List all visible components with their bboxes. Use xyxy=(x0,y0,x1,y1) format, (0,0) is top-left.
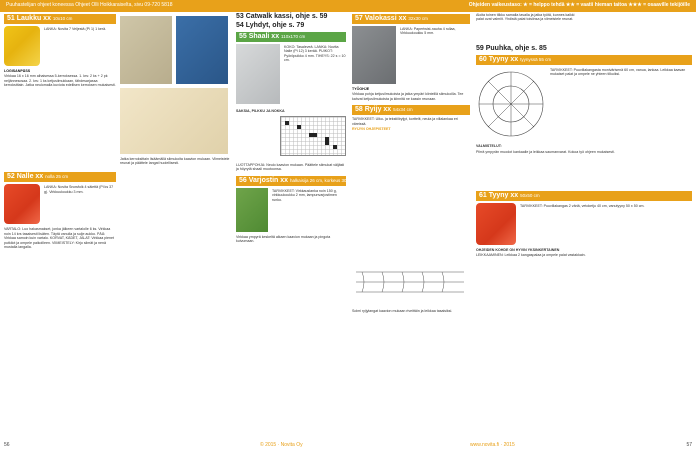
section-56-text-2: Virkkaa ympyrä keskeltä alkaen kaavion mukaan ja pingota kuivumaan. xyxy=(236,234,331,244)
section-58-header xyxy=(352,105,470,115)
page-number-left: 56 xyxy=(4,442,10,448)
photo-catwalk xyxy=(120,16,172,84)
section-55-photo xyxy=(236,44,280,104)
section-55-knitting-chart xyxy=(280,116,346,156)
chart-cell xyxy=(325,137,329,145)
header-right-text: Ohjeiden vaikeustaso: ★ = helppo tehdä ★★ = vaatii hieman taitoa ★★★ = osaaville tekijöille xyxy=(468,2,690,8)
section-51-photo-area xyxy=(4,26,116,68)
footer-center-right: www.novita.fi · 2015 xyxy=(470,442,515,448)
section-56-header xyxy=(236,176,354,186)
photo-lantern xyxy=(176,16,228,84)
section-55-sub: 110x170 cm xyxy=(281,34,306,39)
section-51-photo xyxy=(4,26,40,66)
section-58-sub: 54x34 cm xyxy=(393,107,413,113)
section-58-subhead: RYIJYN OHJEPISTEET xyxy=(352,127,391,132)
section-57-subhead: TYÖOHJE xyxy=(352,87,370,91)
section-57-photo xyxy=(352,26,396,84)
section-61-text: TARVIKKEET: Puuvillakangas 2 väriä, vetoketju 40 cm, vanutyyny 50 x 50 cm. xyxy=(520,204,645,208)
footer xyxy=(0,440,696,450)
section-58-diagram xyxy=(352,262,468,302)
section-52-header xyxy=(4,172,116,182)
section-51-header xyxy=(4,14,116,24)
section-60-sub: tyynyssä 55 cm xyxy=(520,57,552,62)
header-bar xyxy=(0,0,696,12)
section-51-title: 51 Laukku xx xyxy=(7,15,51,22)
chart-cell xyxy=(309,133,317,137)
gallery-left xyxy=(120,16,230,156)
section-55-title: 55 Shaali xx xyxy=(239,33,280,40)
section-61-subhead: OHJEIDEN KOHDE ON HYVIN YKSINKERTAINEN xyxy=(476,248,560,252)
section-52-photo-area xyxy=(4,184,116,226)
section-58-text-2: Solmi ryijylangat kaavion mukaan riveittäin ja leikkaa tasaisiksi. xyxy=(352,309,453,313)
section-51-sub: 10x10 cm xyxy=(52,16,73,21)
section-61-content xyxy=(476,203,692,247)
column-5 xyxy=(476,12,692,432)
section-56-sub: halkaisija 26 cm, korkeus 30 cm xyxy=(289,177,354,183)
section-57-title: 57 Valokassi xx xyxy=(355,15,407,22)
section-57-text: Virkkaa pohja ketjusilmukoista ja jatka ympäri kiinteillä silmukoilla. Tee kahvat ketjusilmukoista ja kiinnitä ne kassin reunaan. xyxy=(352,92,464,101)
section-59-title: 59 Puuhka, ohje s. 85 xyxy=(476,45,547,52)
column-2 xyxy=(120,12,230,432)
section-61-header xyxy=(476,191,692,201)
section-52-sub: nolla 25 cm xyxy=(45,174,69,180)
section-61-title: 61 Tyyny xx xyxy=(479,192,519,199)
rya-knot-diagram xyxy=(352,262,468,302)
section-60-subhead: VALMISTELUT: xyxy=(476,144,502,148)
section-52-photo xyxy=(4,184,40,224)
section-60-content xyxy=(476,67,692,187)
section-60-pattern-diagram xyxy=(476,69,546,139)
section-56-photo xyxy=(236,188,268,232)
section-51-materials: LANKA: Novita 7 Veljestä (Pi 1) 1 kerä. xyxy=(44,27,107,31)
section-60-header xyxy=(476,55,692,65)
section-61-text-2: LEIKKAAMINEN: Leikkaa 2 kangaspalaa ja ompele palat vastakkain. xyxy=(476,253,586,258)
section-51-text: Virkkaa 16 x 16 mm alhaisessa 5-kerroksessa. 1. krs: 2 ks + 2 pk neljännesosaa. 2. krs: 1 ks ketjusilmukkaan, tähdesarjassa kerroksittain. Jatka neulomalla kuviota edellisen kerroksen mukaisesti. xyxy=(4,74,116,88)
section-55-text-2: LUOTTAPPOHJA: Neulo kaavion mukaan. Päättele silmukat väljästi ja höyrytä shaali muotoonsa. xyxy=(236,163,345,172)
header-left-text: Puuhastelijan ohjeet koneessa Ohjeet Olli Hoikkaraiselta, sivu 09-720 5818 xyxy=(6,2,173,8)
section-56-title: 56 Varjostin xx xyxy=(239,176,289,184)
section-60-title: 60 Tyyny xx xyxy=(479,56,519,63)
section-52-title: 52 Nalle xx xyxy=(7,173,44,181)
chart-cell xyxy=(333,145,337,149)
column-5-top-text: Aloita toinen tilkku samalla tavalla ja jatka työtä, kunnes kaikki palat ovat valmiit. Yhdistä palat toisiinsa ja viimeistele reunat. xyxy=(476,13,575,22)
chart-cell xyxy=(297,125,301,129)
footer-center-left: © 2015 · Novita Oy xyxy=(260,442,303,448)
section-57-content xyxy=(352,26,470,86)
section-52-materials: LANKA: Novita Snowfolk 4 säiettä (Pi ks 37 g). Virkkuukoukku 3 mm. xyxy=(44,185,114,194)
section-57-header xyxy=(352,14,470,24)
page-number-right: 57 xyxy=(686,442,692,448)
section-55-text: KOKO: Tasaleveä. LANKA: Novita Nalle (Pi 12) 3 kerää. PUIKOT: Pyöröpuikko 4 mm. TIHEYS: 22 s = 10 cm. xyxy=(284,45,346,63)
chart-cell xyxy=(285,121,289,125)
section-57-sub: 32x30 cm xyxy=(408,16,428,21)
section-55-chart-label: SAKSIA, PILKKU JA NOKKA xyxy=(236,109,285,113)
section-60-text-2: Piirrä ympyrän muodot kankaalle ja leikkaa saumanvarat. Kokoa työ ohjeen mukaisesti. xyxy=(476,150,615,154)
column-3 xyxy=(236,12,354,432)
section-54-title: 54 Lyhdyt, ohje s. 79 xyxy=(236,22,305,29)
section-60-text: TARVIKKEET: Puuvillakangasta monivärisenä 60 cm, vanua, lankaa. Leikkaa kaavan mukaiset palat ja ompele ne yhteen tilkuiksi. xyxy=(550,68,686,77)
section-56-text: TARVIKKEET: Virkkauslanka noin 150 g, virkkuukoukku 2 mm, lampunvarjostimen runko. xyxy=(272,188,337,202)
section-53-title: 53 Catwalk kassi, ohje s. 59 xyxy=(236,13,328,20)
section-61-photo xyxy=(476,203,516,245)
section-55-header xyxy=(236,32,346,42)
column-4 xyxy=(352,12,470,432)
photo-teddy xyxy=(120,88,228,154)
section-61-sub: 50x50 cm xyxy=(520,193,540,198)
column-2-text: Jatka kerroksittain lisäämällä silmukoita kaavion mukaan. Viimeistele reunat ja päättele langat huolellisesti. xyxy=(120,157,230,166)
section-58-title: 58 Ryijy xx xyxy=(355,106,392,114)
section-57-materials: LANKA: Papertwist-nauha 4 rullaa, Virkkuukoukku 5 mm. xyxy=(400,27,456,36)
section-56-content xyxy=(236,188,346,234)
section-51-subhead: LOGISANPÄSS xyxy=(4,69,31,73)
column-1 xyxy=(4,12,116,432)
section-55-content xyxy=(236,44,346,162)
section-52-text: VARTALO: Luo hakasmakset, jonka jälkeen vartalolle 6 ks. Virkkaa noin 14 krs tasaisesti lisäten. Täytä vanulla ja sulje aukko. PÄÄ: Virkkaa samoin kuin vartalo. KORVAT, KÄDET, JALAT: Virkkaa pienet putkilot ja ompele paikoilleen. VIIMEISTELY: Kirjo silmät ja nenä mustalla langalla. xyxy=(4,227,115,250)
section-58-text: TARVIKKEET: Ulko- ja tekstiiliryijyt, korttelit, neula ja villalankaa eri väreissä. xyxy=(352,117,458,126)
